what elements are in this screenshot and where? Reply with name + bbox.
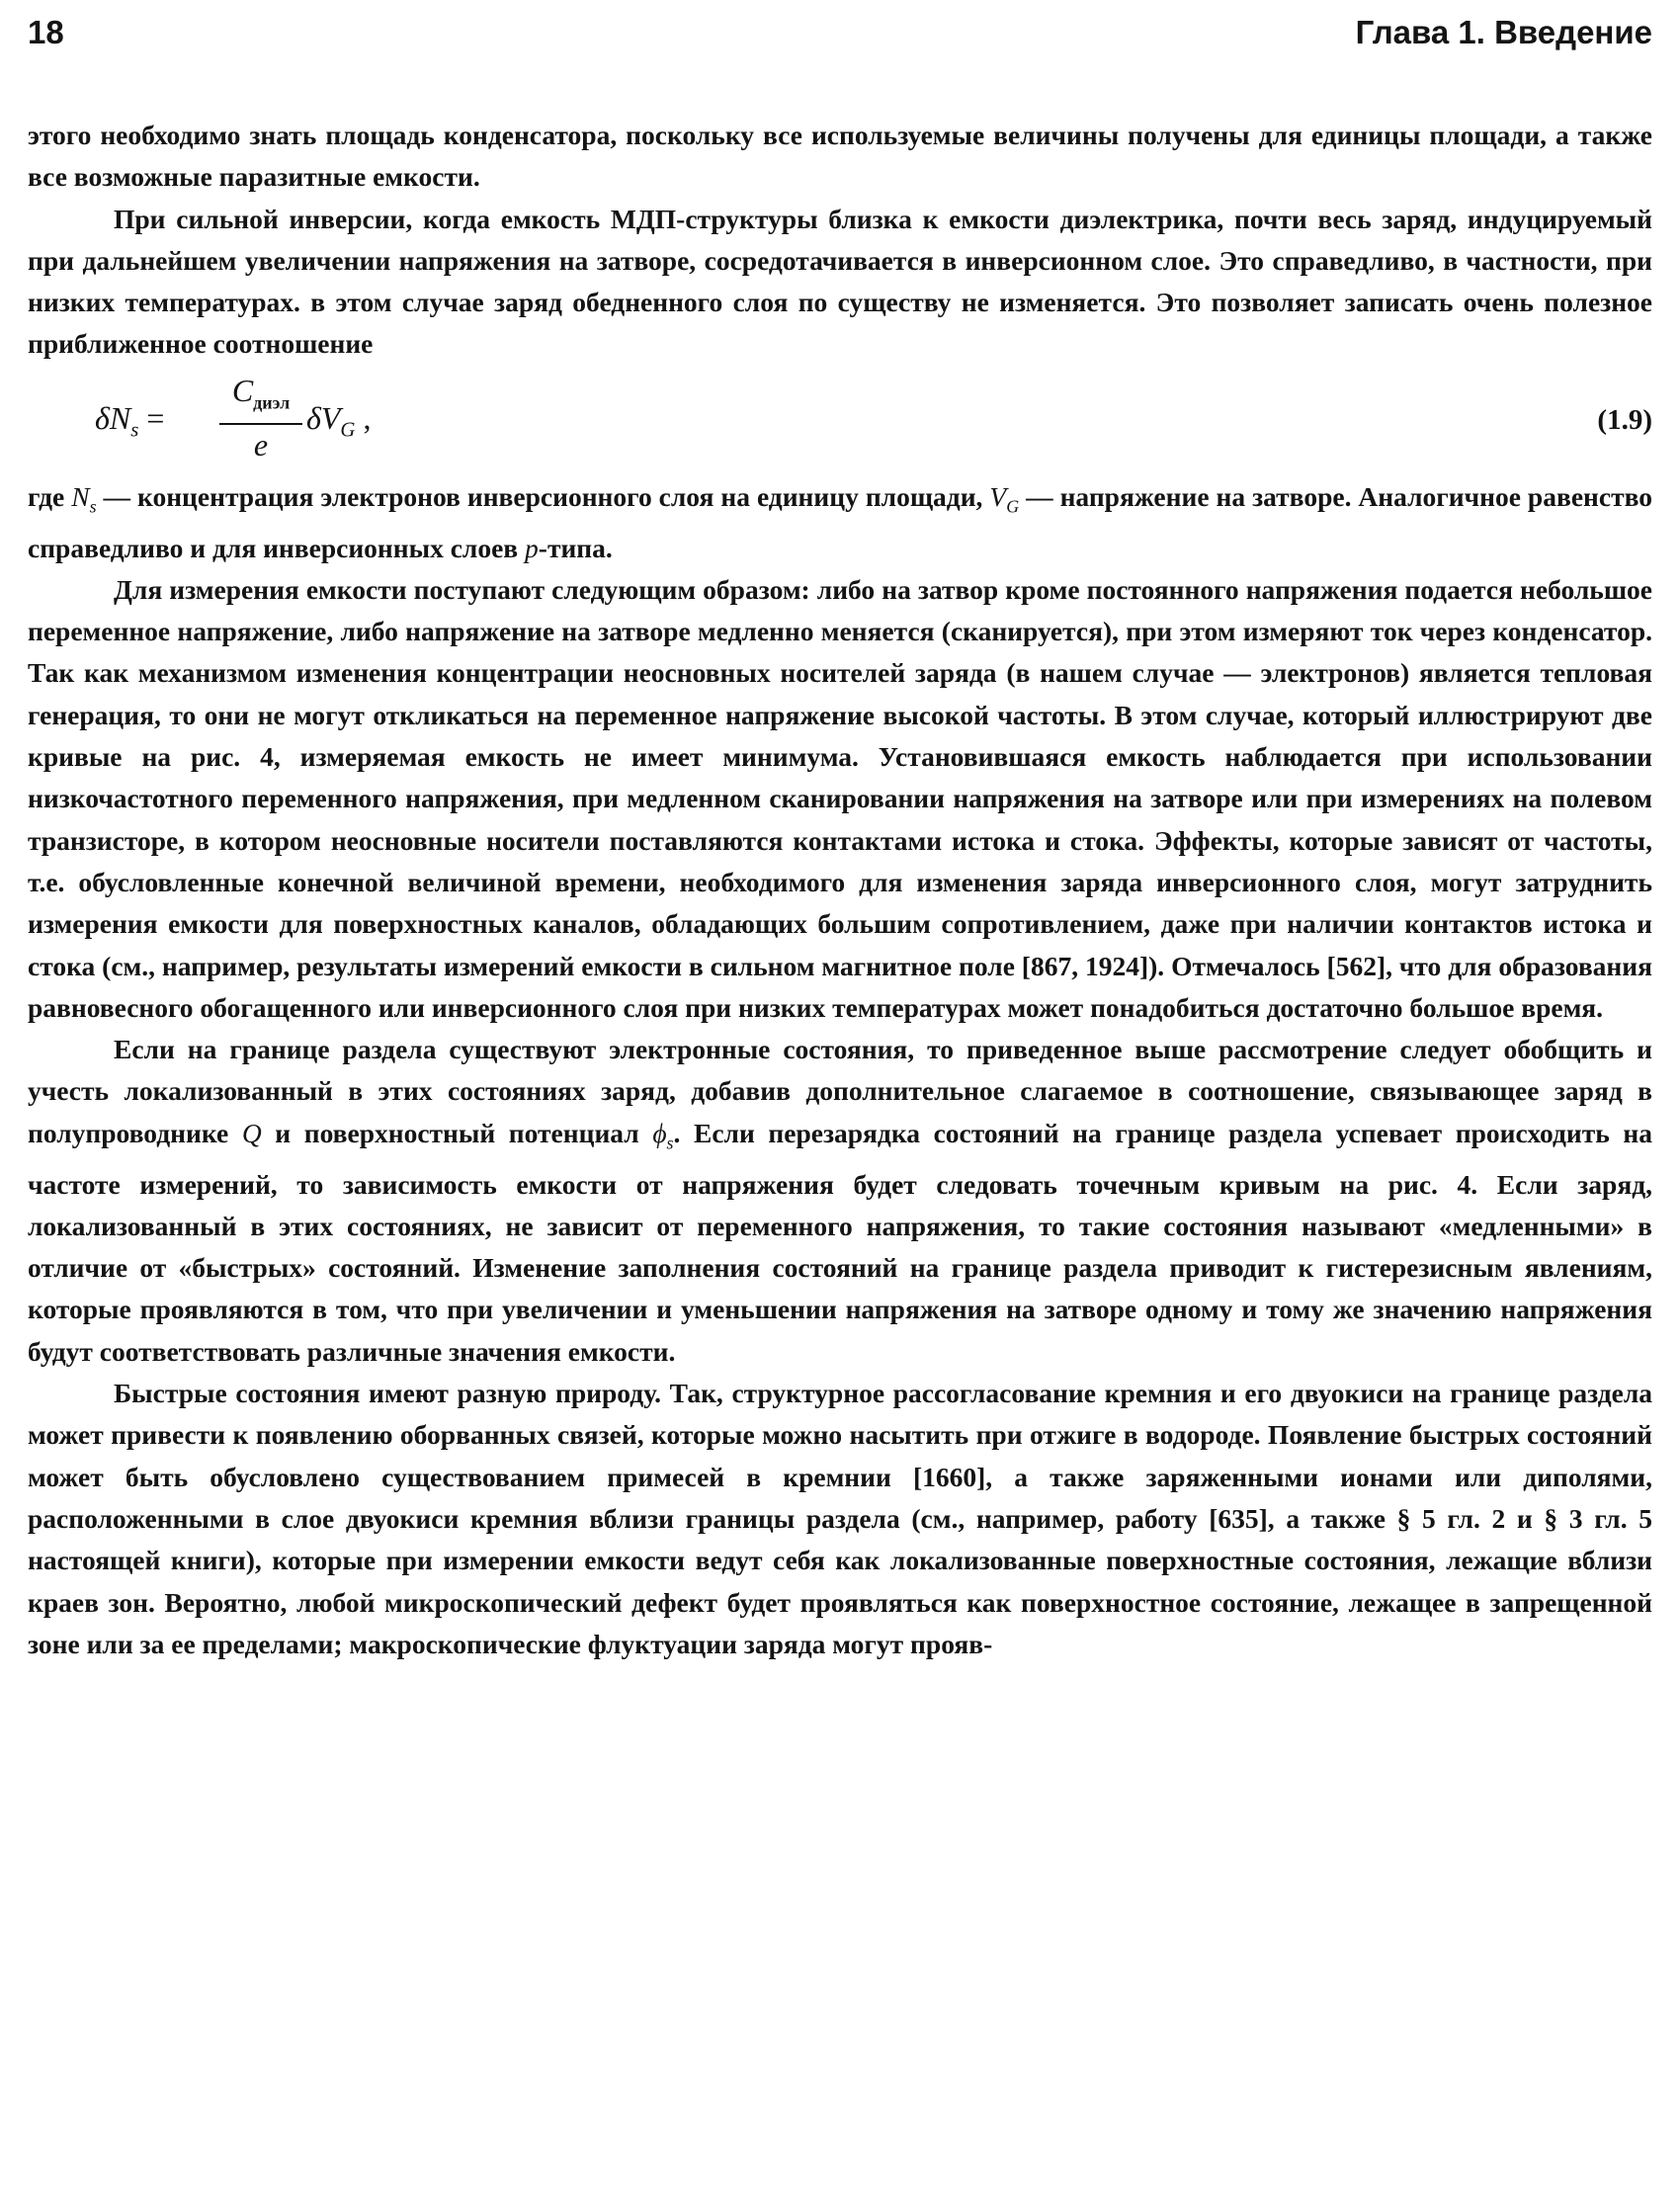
paragraph-1: этого необходимо знать площадь конденсатора, поскольку все используемые величины получены для единицы площади, а также все возможные паразитные емкости. [28,120,1652,193]
equation-fraction [219,372,302,464]
paragraph-4: Для измерения емкости поступают следующим образом: либо на затвор кроме постоянного напряжения подается небольшое переменное напряжение, либо напряжение на затворе медленно меняется (сканируется), при этом измеряют ток через конденсатор. Так как механизмом изменения концентрации неосновных носителей заряда (в нашем случае — электронов) является тепловая генерация, то они не могут откликаться на переменное напряжение высокой частоты. В этом случае, который иллюстрируют две кривые на рис. 4, измеряемая емкость не имеет минимума. Установившаяся емкость наблюдается при использовании низкочастотного переменного напряжения, при медленном сканировании напряжения на затворе или при измерениях на полевом транзисторе, в котором неосновные носители поставляются контактами истока и стока. Эффекты, которые зависят от частоты, т.е. обусловленные конечной величиной времени, необходимого для изменения заряда инверсионного слоя, могут затруднить измерения емкости для поверхностных каналов, обладающих большим сопротивлением, даже при наличии контактов истока и стока (см., например, результаты измерений емкости в сильном магнитное поле [867, 1924]). Отмечалось [562], что для образования равновесного обогащенного или инверсионного слоя при низких температурах может понадобиться достаточно большое время. [28,573,1652,1023]
equation-rhs: $\delta V_G$ , [306,399,372,442]
equation-number: (1.9) [1597,403,1652,436]
paragraph-5: Если на границе раздела существуют электронные состояния, то приведенное выше рассмотрение следует обобщить и учесть локализованный в этих состояниях заряд, добавив дополнительное слагаемое в соотношение, связывающее заряд в полупроводнике Q и поверхностный потенциал $\phi_s$. Если перезарядка состояний на границе раздела успевает происходить на частоте измерений, то зависимость емкости от напряжения будет следовать точечным кривым на рис. 4. Если заряд, локализованный в этих состояниях, не зависит от переменного напряжения, то такие состояния называют «медленными» в отличие от «быстрых» состояний. Изменение заполнения состояний на границе раздела приводит к гистерезисным явлениям, которые проявляются в том, что при увеличении и уменьшении напряжения на затворе одному и тому же значению напряжения будут соответствовать различные значения емкости. [28,1034,1653,1367]
paragraph-2: При сильной инверсии, когда емкость МДП-структуры близка к емкости диэлектрика, почти весь заряд, индуцируемый при дальнейшем увеличении напряжения на затворе, сосредотачивается в инверсионном слое. Это справедливо, в частности, при низких температурах. в этом случае заряд обедненного слоя по существу не изменяется. Это позволяет записать очень полезное приближенное соотношение [28,203,1652,360]
symbol-Ns: $N_s$ [71,480,97,517]
symbol-phi-s: $\phi_s$ [652,1117,674,1153]
equation-denominator: e [253,427,269,463]
document-page [28,0,1652,2187]
body-text [28,115,1652,1665]
running-head [28,14,1652,57]
page-number: 18 [28,14,64,50]
paragraph-3: где $N_s$ — концентрация электронов инверсионного слоя на единицу площади, $V_G$ — напряжение на затворе. Аналогичное равенство справедливо и для инверсионных слоев p-типа. [28,480,1652,563]
paragraph-6: Быстрые состояния имеют разную природу. Так, структурное рассогласование кремния и его двуокиси на границе раздела может привести к появлению оборванных связей, которые можно насытить при отжиге в водороде. Появление быстрых состояний может быть обусловлено существованием примесей в кремнии [1660], а также заряженными ионами или диполями, расположенными в слое двуокиси кремния вблизи границы раздела (см., например, работу [635], а также § 5 гл. 2 и § 3 гл. 5 настоящей книги), которые при измерении емкости ведут себя как локализованные поверхностные состояния, лежащие вблизи краев зон. Вероятно, любой микроскопический дефект будет проявляться как поверхностное состояние, лежащее в запрещенной зоне или за ее пределами; макроскопические флуктуации заряда могут прояв- [28,1378,1652,1659]
symbol-p: p [525,532,539,563]
chapter-title: Глава 1. Введение [1355,14,1652,50]
symbol-Q: Q [241,1117,262,1148]
symbol-VG: $V_G$ [989,480,1020,517]
equation-1-9 [28,366,1652,476]
equation-numerator: $C_{диэл}$ [219,372,302,425]
equation-lhs: $\delta N_s$ = [95,399,165,442]
